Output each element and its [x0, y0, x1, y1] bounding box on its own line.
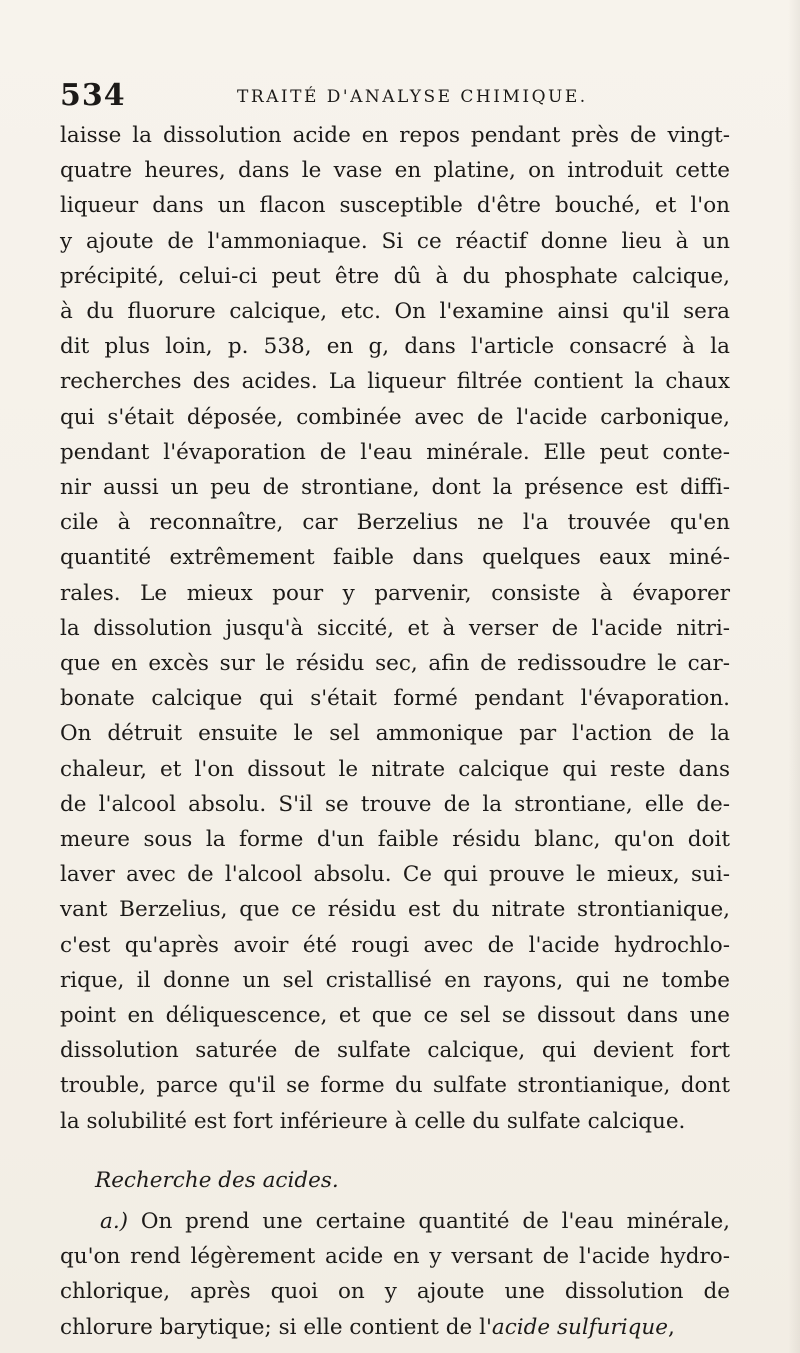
text-line: laver avec de l'alcool absolu. Ce qui prouve le mieux, sui- — [60, 862, 730, 888]
text-line: de l'alcool absolu. S'il se trouve de la strontiane, elle de- — [60, 791, 730, 817]
text-line: recherches des acides. La liqueur filtrée contient la chaux — [60, 369, 730, 395]
text-line: qu'on rend légèrement acide en y versant de l'acide hydro- — [60, 1244, 730, 1270]
text-line: cile à reconnaître, car Berzelius ne l'a trouvée qu'en — [60, 510, 730, 536]
text-line: que en excès sur le résidu sec, afin de redissoudre le car- — [60, 651, 730, 677]
text-line: point en déliquescence, et que ce sel se dissout dans une — [60, 1003, 730, 1029]
text-line — [60, 1204, 730, 1239]
text-line: chaleur, et l'on dissout le nitrate calcique qui reste dans — [60, 756, 730, 782]
text-line: à du fluorure calcique, etc. On l'examine ainsi qu'il sera — [60, 299, 730, 325]
text-line: c'est qu'après avoir été rougi avec de l'acide hydrochlo- — [60, 932, 730, 958]
paragraph — [60, 1204, 730, 1345]
text-line: la dissolution jusqu'à siccité, et à verser de l'acide nitri- — [60, 615, 730, 641]
text-line: précipité, celui-ci peut être dû à du phosphate calcique, — [60, 263, 730, 289]
text-line: quatre heures, dans le vase en platine, on introduit cette — [60, 158, 730, 184]
section-heading: Recherche des acides. — [95, 1167, 339, 1193]
text-line: quantité extrêmement faible dans quelques eaux miné- — [60, 545, 730, 571]
text-segment: On prend une certaine quantité de l'eau minérale, — [140, 1208, 730, 1234]
body-text — [60, 118, 730, 1345]
text-line: dissolution saturée de sulfate calcique, qui devient fort — [60, 1038, 730, 1064]
text-line: trouble, parce qu'il se forme du sulfate strontianique, dont — [60, 1073, 730, 1099]
text-segment: chlorure barytique; si elle contient de l' — [60, 1314, 492, 1340]
text-line: nir aussi un peu de strontiane, dont la présence est diffi- — [60, 475, 730, 501]
text-line: y ajoute de l'ammoniaque. Si ce réactif donne lieu à un — [60, 228, 730, 254]
page-header — [60, 78, 740, 118]
text-line: meure sous la forme d'un faible résidu blanc, qu'on doit — [60, 827, 730, 853]
item-marker: a.) — [100, 1208, 129, 1234]
running-title: TRAITÉ D'ANALYSE CHIMIQUE. — [237, 87, 588, 107]
text-line: dit plus loin, p. 538, en g, dans l'article consacré à la — [60, 334, 730, 360]
text-line: qui s'était déposée, combinée avec de l'acide carbonique, — [60, 404, 730, 430]
text-line: laisse la dissolution acide en repos pendant près de vingt- — [60, 123, 730, 148]
text-line: chlorique, après quoi on y ajoute une dissolution de — [60, 1279, 730, 1305]
text-line: liqueur dans un flacon susceptible d'être bouché, et l'on — [60, 193, 730, 219]
text-line: vant Berzelius, que ce résidu est du nitrate strontianique, — [60, 897, 730, 923]
text-line: pendant l'évaporation de l'eau minérale. Elle peut conte- — [60, 439, 730, 465]
text-segment: , — [668, 1314, 675, 1340]
text-line — [60, 1310, 730, 1345]
page-edge-shadow — [788, 0, 800, 1353]
text-line: la solubilité est fort inférieure à celle du sulfate calcique. — [60, 1108, 686, 1134]
text-line: rique, il donne un sel cristallisé en rayons, qui ne tombe — [60, 967, 730, 993]
paragraph — [60, 118, 730, 1139]
text-line: On détruit ensuite le sel ammonique par l'action de la — [60, 721, 730, 747]
page-number: 534 — [60, 78, 126, 113]
text-line: rales. Le mieux pour y parvenir, consiste à évaporer — [60, 580, 730, 606]
emphasized-term: acide sulfurique — [491, 1314, 668, 1340]
text-line: bonate calcique qui s'était formé pendant l'évaporation. — [60, 686, 730, 712]
